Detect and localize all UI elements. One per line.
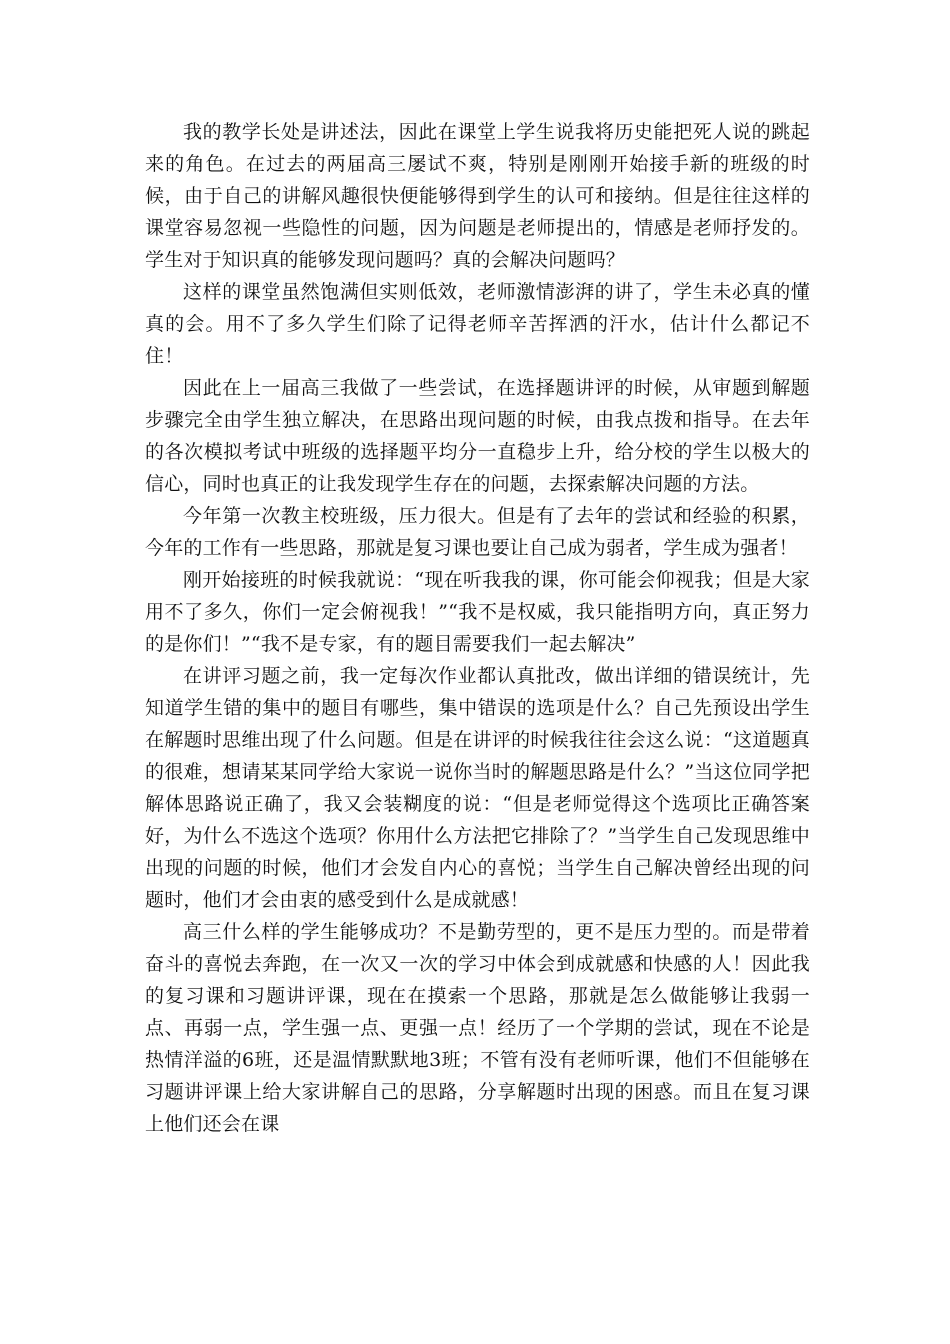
paragraph: 我的教学长处是讲述法，因此在课堂上学生说我将历史能把死人说的跳起来的角色。在过去的两届高三屡试不爽，特别是刚刚开始接手新的班级的时候，由于自己的讲解风趣很快便能够得到学生的认可和接纳。但是往往这样的课堂容易忽视一些隐性的问题，因为问题是老师提出的，情感是老师抒发的。学生对于知识真的能够发现问题吗？真的会解决问题吗？ bbox=[145, 121, 810, 271]
paragraph: 这样的课堂虽然饱满但实则低效，老师激情澎湃的讲了，学生未必真的懂真的会。用不了多久学生们除了记得老师辛苦挥洒的汗水，估计什么都记不住！ bbox=[145, 281, 810, 367]
paragraph: 今年第一次教主校班级，压力很大。但是有了去年的尝试和经验的积累，今年的工作有一些思路，那就是复习课也要让自己成为弱者，学生成为强者！ bbox=[145, 505, 810, 559]
paragraph: 因此在上一届高三我做了一些尝试，在选择题讲评的时候，从审题到解题步骤完全由学生独立解决，在思路出现问题的时候，由我点拨和指导。在去年的各次模拟考试中班级的选择题平均分一直稳步上升，给分校的学生以极大的信心，同时也真正的让我发现学生存在的问题，去探索解决问题的方法。 bbox=[145, 377, 810, 495]
paragraph: 高三什么样的学生能够成功？不是勤劳型的，更不是压力型的。而是带着奋斗的喜悦去奔跑，在一次又一次的学习中体会到成就感和快感的人！因此我的复习课和习题讲评课，现在在摸索一个思路，那就是怎么做能够让我弱一点、再弱一点，学生强一点、更强一点！经历了一个学期的尝试，现在不论是热情洋溢的6班，还是温情默默地3班；不管有没有老师听课，他们不但能够在习题讲评课上给大家讲解自己的思路，分享解题时出现的困惑。而且在复习课上他们还会在课 bbox=[145, 921, 810, 1135]
paragraph: 在讲评习题之前，我一定每次作业都认真批改，做出详细的错误统计，先知道学生错的集中的题目有哪些，集中错误的选项是什么？自己先预设出学生在解题时思维出现了什么问题。但是在讲评的时候我往往会这么说：“这道题真的很难，想请某某同学给大家说一说你当时的解题思路是什么？”当这位同学把解体思路说正确了，我又会装糊度的说：“但是老师觉得这个选项比正确答案好，为什么不选这个选项？你用什么方法把它排除了？”当学生自己发现思维中出现的问题的时候，他们才会发自内心的喜悦；当学生自己解决曾经出现的问题时，他们才会由衷的感受到什么是成就感！ bbox=[145, 665, 810, 911]
document-body bbox=[145, 116, 810, 1140]
paragraph: 刚开始接班的时候我就说：“现在听我我的课，你可能会仰视我；但是大家用不了多久，你们一定会俯视我！”“我不是权威，我只能指明方向，真正努力的是你们！”“我不是专家，有的题目需要我们一起去解决” bbox=[145, 569, 810, 655]
